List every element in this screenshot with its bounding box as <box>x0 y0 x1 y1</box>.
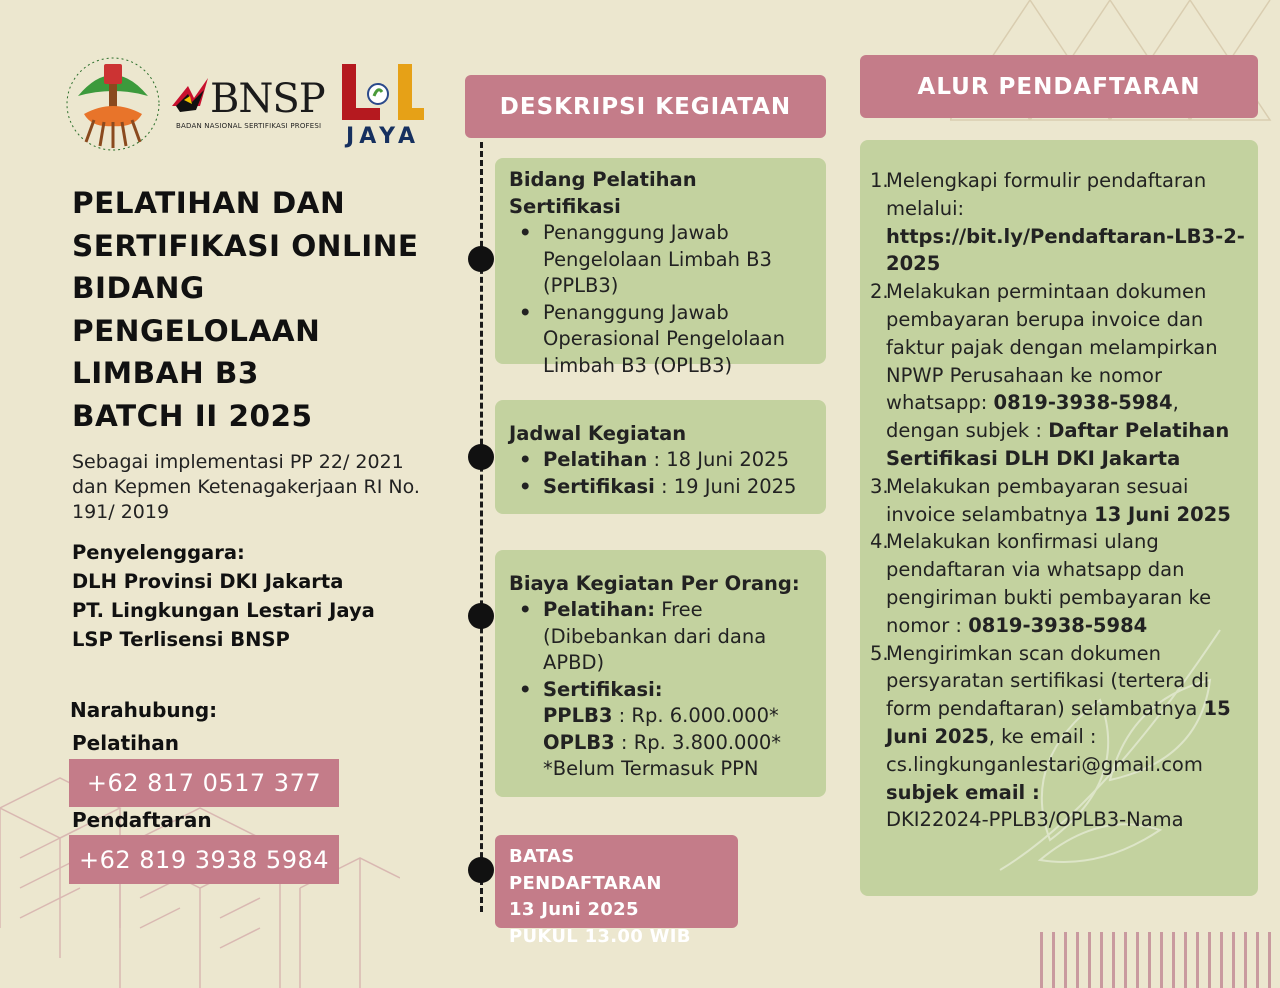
field-heading: Bidang Pelatihan Sertifikasi <box>509 168 697 218</box>
title-line: PENGELOLAAN <box>72 313 321 348</box>
schedule-cert-label: Sertifikasi <box>543 474 655 498</box>
timeline-dot <box>468 857 494 883</box>
organizer-line: DLH Provinsi DKI Jakarta <box>72 570 344 593</box>
schedule-item <box>543 447 812 474</box>
step-text: Melakukan pembayaran sesuai invoice selambatnya <box>886 474 1189 526</box>
garuda-emblem-icon <box>170 76 210 120</box>
bnsp-logo <box>170 72 326 142</box>
deadline-line: 13 Juni 2025 <box>509 899 639 920</box>
intro-text: Sebagai implementasi PP 22/ 2021 dan Kepmen Ketenagakerjaan RI No. 191/ 2019 <box>72 451 420 523</box>
payment-deadline: 13 Juni 2025 <box>1094 502 1231 526</box>
title-line: PELATIHAN DAN <box>72 186 346 220</box>
cost-note: *Belum Termasuk PPN <box>543 757 759 780</box>
cost-training-value: Free (Dibebankan dari dana APBD) <box>543 598 767 674</box>
schedule-item <box>543 474 812 501</box>
registration-heading: ALUR PENDAFTARAN <box>860 55 1258 118</box>
schedule-heading: Jadwal Kegiatan <box>509 422 687 445</box>
cost-card <box>495 550 826 797</box>
deadline-line: PUKUL 13.00 WIB <box>509 925 691 947</box>
dlh-logo <box>64 56 162 152</box>
timeline-dot <box>468 603 494 629</box>
email-subject-text: Daftar Pelatihan Sertifikasi DLH DKI Jakarta <box>886 419 1230 470</box>
registration-step: 5. Mengirimkan scan dokumen persyaratan sertifikasi (tertera di form pendaftaran) selambatnya 15 Juni 2025, ke email : cs.lingkunganlestari@gmail.com subjek email : DKI22024-PPLB3/OPLB3-Nama <box>870 640 1248 835</box>
registration-steps <box>870 167 1248 834</box>
page-title <box>72 182 432 437</box>
step-text: Melengkapi formulir pendaftaran melalui: <box>886 169 1207 220</box>
schedule-list <box>509 447 812 500</box>
email-subject-value: DKI22024-PPLB3/OPLB3-Nama <box>886 808 1184 832</box>
organizer-heading: Penyelenggara: <box>72 541 245 564</box>
description-heading: DESKRIPSI KEGIATAN <box>465 75 826 138</box>
email-subject-label: subjek email : <box>886 780 1040 804</box>
tree-emblem-icon <box>64 56 162 152</box>
training-phone-button[interactable]: +62 817 0517 377 <box>69 759 339 807</box>
step-text: Mengirimkan scan dokumen persyaratan sertifikasi (tertera di form pendaftaran) selambatnya <box>886 641 1210 721</box>
title-line: BIDANG <box>72 271 205 305</box>
step-text: , dengan subjek : <box>886 391 1179 443</box>
field-item: • Penanggung Jawab Operasional Pengelolaan Limbah B3 (OPLB3) <box>543 300 812 380</box>
field-item: • Penanggung Jawab Pengelolaan Limbah B3 (PPLB3) <box>543 220 812 300</box>
schedule-cert-value: : 19 Juni 2025 <box>654 474 797 498</box>
cost-oplb3 <box>543 730 812 757</box>
organizer-line: PT. Lingkungan Lestari Jaya <box>72 599 375 622</box>
whatsapp-number: 0819-3938-5984 <box>993 391 1173 415</box>
cost-cert-label: Sertifikasi: <box>543 677 663 701</box>
timeline-dot <box>468 246 494 272</box>
timeline-dot <box>468 444 494 470</box>
cost-pplb3 <box>543 703 812 730</box>
title-line: BATCH II 2025 <box>72 398 313 433</box>
document-deadline: 15 Juni 2025 <box>886 697 1231 748</box>
deadline-line: BATAS PENDAFTARAN <box>509 846 662 894</box>
cost-item <box>543 677 812 783</box>
bnsp-subtitle: BADAN NASIONAL SERTIFIKASI PROFESI <box>176 122 322 130</box>
step-text: , ke email : <box>988 724 1097 748</box>
step-text: Melakukan konfirmasi ulang pendaftaran via whatsapp dan pengiriman bukti pembayaran ke nomor : <box>886 530 1212 637</box>
llj-wordmark: JAYA <box>346 124 420 149</box>
training-contact-label: Pelatihan <box>72 731 179 755</box>
registration-step: 4. Melakukan konfirmasi ulang pendaftaran via whatsapp dan pengiriman bukti pembayaran ke nomor : 0819-3938-5984 <box>870 530 1212 637</box>
cost-pplb3-value: : Rp. 6.000.000* <box>612 704 779 727</box>
registration-step: 1. Melengkapi formulir pendaftaran melalui: https://bit.ly/Pendaftaran-LB3-2-2025 <box>870 169 1245 276</box>
cost-oplb3-value: : Rp. 3.800.000* <box>614 730 782 754</box>
schedule-training-value: : 18 Juni 2025 <box>647 448 789 471</box>
title-line: SERTIFIKASI ONLINE <box>72 228 419 263</box>
cost-oplb3-label: OPLB3 <box>543 730 615 754</box>
llj-emblem-icon <box>338 62 428 122</box>
field-card <box>495 158 826 377</box>
deadline-badge <box>495 835 738 947</box>
field-list <box>509 220 812 379</box>
cost-list <box>509 597 812 783</box>
registration-step: 3. Melakukan pembayaran sesuai invoice selambatnya 13 Juni 2025 <box>870 474 1231 526</box>
llj-logo <box>338 62 428 152</box>
email-address[interactable]: cs.lingkunganlestari@gmail.com <box>886 752 1203 776</box>
cost-heading: Biaya Kegiatan Per Orang: <box>509 572 800 595</box>
registration-form-link[interactable]: https://bit.ly/Pendaftaran-LB3-2-2025 <box>886 224 1245 276</box>
confirmation-number: 0819-3938-5984 <box>968 613 1148 637</box>
cost-training-label: Pelatihan: <box>543 598 656 621</box>
cost-pplb3-label: PPLB3 <box>543 704 613 727</box>
schedule-card <box>495 400 826 514</box>
schedule-training-label: Pelatihan <box>543 448 648 471</box>
bnsp-wordmark: BNSP <box>210 76 325 122</box>
registration-steps-card <box>860 140 1258 896</box>
registration-phone-button[interactable]: +62 819 3938 5984 <box>69 835 339 884</box>
decor-stripes <box>1040 932 1280 988</box>
registration-contact-label: Pendaftaran <box>72 808 212 832</box>
title-line: LIMBAH B3 <box>72 356 259 390</box>
organizer-block <box>72 538 452 654</box>
contact-heading: Narahubung: <box>70 698 218 722</box>
registration-step: 2. Melakukan permintaan dokumen pembayaran berupa invoice dan faktur pajak dengan melampirkan NPWP Perusahaan ke nomor whatsapp: 0819-3938-5984, dengan subjek : Daftar Pelatihan Sertifikasi DLH DKI Jakarta <box>870 280 1230 470</box>
step-text: Melakukan permintaan dokumen pembayaran berupa invoice dan faktur pajak dengan melampirkan NPWP Perusahaan ke nomor whatsapp: <box>886 280 1218 415</box>
cost-item <box>543 597 812 677</box>
organizer-line: LSP Terlisensi BNSP <box>72 628 290 651</box>
